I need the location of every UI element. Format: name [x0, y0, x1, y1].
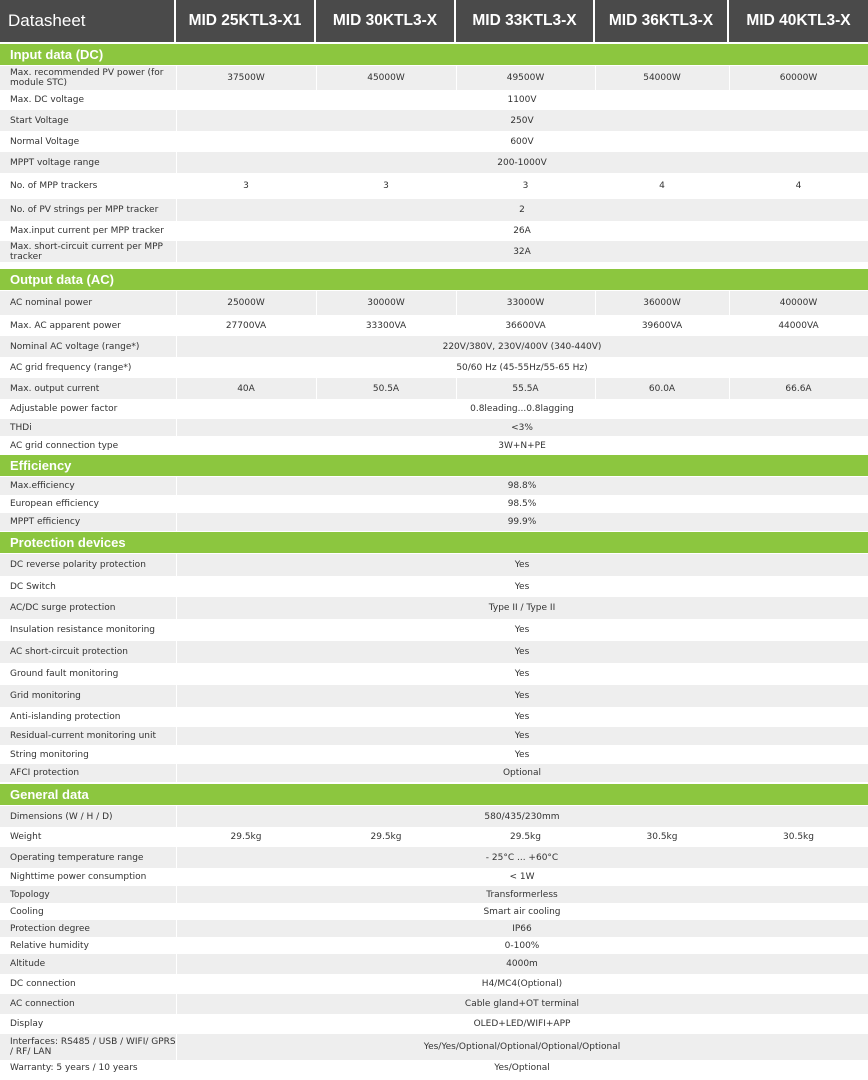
table-row: [0, 727, 868, 745]
column-divider: [176, 745, 177, 764]
column-divider: [456, 291, 457, 315]
row-value: 4: [659, 181, 665, 191]
row-label: Max. AC apparent power: [10, 320, 121, 331]
section-header: Input data (DC): [0, 44, 868, 65]
row-label: Max. output current: [10, 383, 100, 394]
column-divider: [176, 554, 177, 576]
row-label: No. of PV strings per MPP tracker: [10, 205, 159, 215]
row-label: Max. recommended PV power (for module STC): [10, 68, 164, 88]
row-value-spanning: Yes: [514, 625, 530, 635]
table-row: [0, 954, 868, 974]
row-value-spanning: Yes: [514, 669, 530, 679]
table-row: [0, 597, 868, 619]
row-label: Residual-current monitoring unit: [10, 731, 157, 741]
row-label: DC Switch: [10, 581, 56, 592]
row-label: Dimensions (W / H / D): [10, 811, 113, 822]
row-value: 3: [383, 181, 389, 191]
table-row: [0, 847, 868, 868]
column-divider: [176, 827, 177, 847]
column-divider: [176, 974, 177, 994]
row-value-spanning: 98.5%: [507, 499, 537, 509]
column-divider: [176, 199, 177, 221]
row-value-spanning: Type II / Type II: [488, 603, 556, 613]
column-divider: [176, 685, 177, 707]
table-row: [0, 974, 868, 994]
table-row: [0, 419, 868, 436]
table-row: [0, 399, 868, 419]
column-divider: [176, 597, 177, 619]
column-divider: [176, 886, 177, 903]
table-row: [0, 513, 868, 531]
column-divider: [456, 827, 457, 847]
row-value-spanning: 3W+N+PE: [498, 440, 546, 451]
row-label: MPPT voltage range: [10, 157, 100, 168]
table-row: [0, 199, 868, 221]
row-value: 29.5kg: [510, 832, 541, 842]
row-label: AC short-circuit protection: [10, 647, 128, 657]
row-label: Ground fault monitoring: [10, 669, 119, 679]
header-row: [0, 0, 868, 42]
section-header: Protection devices: [0, 532, 868, 553]
column-divider: [729, 66, 730, 90]
table-row: [0, 685, 868, 707]
row-value: 4: [795, 181, 802, 191]
row-value-spanning: 0-100%: [504, 940, 540, 951]
column-divider: [729, 378, 730, 399]
column-divider: [595, 827, 596, 847]
row-label: THDi: [10, 422, 32, 433]
row-value-spanning: Yes: [514, 560, 530, 570]
column-divider: [595, 173, 596, 199]
row-value-spanning: Yes: [514, 749, 530, 760]
column-divider: [176, 1034, 177, 1060]
row-value-spanning: 1100V: [507, 95, 537, 105]
row-value: 40000W: [779, 298, 818, 308]
row-label: No. of MPP trackers: [10, 181, 98, 191]
row-value: 29.5kg: [370, 832, 402, 842]
column-divider: [729, 827, 730, 847]
table-row: [0, 868, 868, 886]
row-label: Nighttime power consumption: [10, 872, 147, 882]
row-value-spanning: Smart air cooling: [483, 906, 561, 917]
table-row: [0, 315, 868, 336]
row-value-spanning: Transformerless: [486, 889, 558, 900]
row-label: Anti-islanding protection: [10, 712, 121, 722]
row-value-spanning: 580/435/230mm: [484, 811, 560, 822]
table-row: [0, 173, 868, 199]
table-row: [0, 110, 868, 131]
row-value-spanning: Yes: [514, 731, 530, 741]
row-value-spanning: Optional: [502, 768, 542, 778]
column-divider: [729, 315, 730, 336]
column-divider: [176, 336, 177, 357]
model-header: MID 30KTL3-X: [316, 0, 456, 42]
table-row: [0, 66, 868, 90]
row-label: Max. DC voltage: [10, 95, 85, 105]
row-value: 33300VA: [365, 320, 407, 331]
table-row: [0, 378, 868, 399]
column-divider: [176, 357, 177, 378]
row-label: Max. short-circuit current per MPP tracker: [10, 241, 163, 262]
row-label: AC connection: [10, 999, 75, 1009]
table-row: [0, 745, 868, 764]
column-divider: [176, 937, 177, 954]
column-divider: [176, 131, 177, 152]
column-divider: [176, 173, 177, 199]
column-divider: [456, 378, 457, 399]
table-row: [0, 920, 868, 937]
row-value-spanning: Yes: [514, 581, 530, 592]
column-divider: [176, 66, 177, 90]
row-label: Altitude: [10, 959, 46, 969]
row-value: 49500W: [506, 73, 545, 83]
datasheet-title: Datasheet: [0, 0, 176, 42]
row-label: Insulation resistance monitoring: [10, 625, 156, 635]
row-value: 45000W: [367, 73, 405, 83]
table-row: [0, 663, 868, 685]
row-label: Display: [10, 1019, 44, 1029]
column-divider: [595, 291, 596, 315]
table-row: [0, 495, 868, 513]
row-value-spanning: Cable gland+OT terminal: [464, 999, 580, 1009]
table-row: [0, 1060, 868, 1076]
row-value: 36000W: [643, 298, 681, 308]
column-divider: [176, 954, 177, 974]
column-divider: [176, 378, 177, 399]
table-row: [0, 886, 868, 903]
row-label: AC/DC surge protection: [10, 603, 116, 613]
row-label: String monitoring: [10, 749, 89, 760]
row-label: DC connection: [10, 979, 76, 989]
column-divider: [176, 221, 177, 241]
column-divider: [176, 903, 177, 920]
row-value: 3: [243, 181, 249, 191]
column-divider: [316, 173, 317, 199]
table-row: [0, 1034, 868, 1060]
column-divider: [316, 827, 317, 847]
table-row: [0, 221, 868, 241]
table-row: [0, 937, 868, 954]
row-value: 27700VA: [225, 320, 267, 331]
table-row: [0, 241, 868, 262]
table-row: [0, 619, 868, 641]
model-header: MID 25KTL3-X1: [176, 0, 316, 42]
column-divider: [176, 707, 177, 727]
row-label: Interfaces: RS485 / USB / WIFI/ GPRS / RF/ LAN: [10, 1037, 176, 1057]
column-divider: [176, 576, 177, 597]
row-label: AFCI protection: [10, 768, 80, 778]
row-value-spanning: OLED+LED/WIFI+APP: [473, 1019, 571, 1029]
model-header: MID 33KTL3-X: [456, 0, 595, 42]
row-label: MPPT efficiency: [10, 517, 81, 527]
column-divider: [729, 291, 730, 315]
column-divider: [176, 868, 177, 886]
row-value: 55.5A: [512, 383, 539, 394]
column-divider: [176, 399, 177, 419]
row-value-spanning: 26A: [513, 226, 531, 236]
row-value-spanning: 250V: [510, 115, 534, 126]
row-label: Max.efficiency: [10, 481, 75, 491]
column-divider: [176, 764, 177, 782]
row-value: 66.6A: [785, 383, 812, 394]
column-divider: [176, 1014, 177, 1034]
row-value-spanning: 2: [519, 205, 525, 215]
table-row: [0, 554, 868, 576]
column-divider: [595, 66, 596, 90]
row-value: 44000VA: [778, 320, 819, 331]
row-value-spanning: 99.9%: [507, 517, 537, 527]
column-divider: [176, 641, 177, 663]
column-divider: [176, 994, 177, 1014]
row-label: AC grid connection type: [10, 440, 119, 451]
table-row: [0, 357, 868, 378]
row-value-spanning: - 25°C ... +60°C: [485, 852, 559, 863]
column-divider: [176, 419, 177, 436]
model-header: MID 40KTL3-X: [729, 0, 868, 42]
row-label: European efficiency: [10, 499, 99, 509]
section-header: Output data (AC): [0, 269, 868, 290]
row-value: 30.5kg: [783, 832, 814, 842]
column-divider: [176, 436, 177, 455]
row-value-spanning: 98.8%: [507, 481, 537, 491]
table-row: [0, 90, 868, 110]
table-row: [0, 336, 868, 357]
table-row: [0, 477, 868, 495]
row-value-spanning: 600V: [510, 136, 534, 147]
row-value: 36600VA: [505, 320, 546, 331]
table-row: [0, 764, 868, 782]
row-label: Relative humidity: [10, 940, 89, 951]
column-divider: [176, 513, 177, 531]
model-header: MID 36KTL3-X: [595, 0, 729, 42]
table-row: [0, 827, 868, 847]
column-divider: [176, 495, 177, 513]
column-divider: [176, 847, 177, 868]
row-value: 25000W: [227, 298, 265, 308]
table-row: [0, 707, 868, 727]
row-value: 50.5A: [372, 383, 400, 394]
row-value-spanning: Yes/Yes/Optional/Optional/Optional/Optional: [423, 1042, 621, 1052]
table-row: [0, 131, 868, 152]
row-value: 39600VA: [641, 320, 683, 331]
table-row: [0, 994, 868, 1014]
row-value: 37500W: [227, 73, 265, 83]
column-divider: [176, 920, 177, 937]
row-value: 60000W: [779, 73, 818, 83]
column-divider: [176, 152, 177, 173]
row-label: Start Voltage: [10, 115, 69, 126]
row-value: 3: [522, 181, 529, 191]
section-header: General data: [0, 784, 868, 805]
column-divider: [729, 173, 730, 199]
row-label: Operating temperature range: [10, 852, 144, 863]
table-row: [0, 152, 868, 173]
row-value-spanning: Yes: [514, 647, 530, 657]
column-divider: [316, 378, 317, 399]
row-value-spanning: 200-1000V: [497, 157, 547, 168]
row-label: Warranty: 5 years / 10 years: [10, 1063, 138, 1073]
row-value: 54000W: [643, 73, 681, 83]
row-value-spanning: Yes: [514, 691, 530, 701]
row-value-spanning: IP66: [512, 923, 532, 934]
column-divider: [316, 66, 317, 90]
column-divider: [176, 727, 177, 745]
column-divider: [176, 1060, 177, 1076]
row-value-spanning: 50/60 Hz (45-55Hz/55-65 Hz): [456, 362, 588, 373]
column-divider: [176, 806, 177, 827]
column-divider: [176, 90, 177, 110]
row-value-spanning: Yes: [514, 712, 530, 722]
column-divider: [176, 110, 177, 131]
row-value-spanning: 32A: [513, 246, 531, 257]
row-value: 30.5kg: [646, 832, 678, 842]
row-value-spanning: 220V/380V, 230V/400V (340-440V): [442, 341, 602, 352]
row-label: Weight: [10, 832, 42, 842]
row-label: DC reverse polarity protection: [10, 560, 146, 570]
column-divider: [316, 315, 317, 336]
row-label: AC nominal power: [10, 298, 93, 308]
row-label: Normal Voltage: [10, 136, 80, 147]
row-label: Max.input current per MPP tracker: [10, 226, 164, 236]
row-value-spanning: Yes/Optional: [494, 1063, 550, 1073]
table-row: [0, 576, 868, 597]
column-divider: [176, 315, 177, 336]
row-value-spanning: H4/MC4(Optional): [481, 979, 563, 989]
column-divider: [595, 315, 596, 336]
row-value-spanning: 4000m: [506, 959, 538, 969]
column-divider: [595, 378, 596, 399]
row-label: Cooling: [10, 906, 44, 917]
row-value: 60.0A: [648, 383, 676, 394]
column-divider: [316, 291, 317, 315]
table-row: [0, 903, 868, 920]
row-label: Nominal AC voltage (range*): [10, 341, 140, 352]
row-label: Protection degree: [10, 923, 90, 934]
row-label: Adjustable power factor: [10, 404, 118, 414]
column-divider: [456, 173, 457, 199]
table-row: [0, 436, 868, 455]
row-label: Grid monitoring: [10, 691, 81, 701]
section-header: Efficiency: [0, 455, 868, 476]
row-value-spanning: < 1W: [509, 872, 535, 882]
column-divider: [176, 291, 177, 315]
row-value: 30000W: [367, 298, 405, 308]
row-value-spanning: <3%: [511, 422, 533, 433]
row-label: Topology: [10, 889, 50, 900]
column-divider: [176, 241, 177, 262]
table-row: [0, 1014, 868, 1034]
table-row: [0, 806, 868, 827]
table-row: [0, 291, 868, 315]
column-divider: [176, 619, 177, 641]
row-value: 33000W: [506, 298, 545, 308]
row-value: 40A: [237, 383, 255, 394]
column-divider: [456, 315, 457, 336]
column-divider: [176, 477, 177, 495]
row-label: AC grid frequency (range*): [10, 362, 132, 373]
row-value-spanning: 0.8leading...0.8lagging: [470, 404, 574, 414]
column-divider: [456, 66, 457, 90]
table-row: [0, 641, 868, 663]
column-divider: [176, 663, 177, 685]
row-value: 29.5kg: [230, 832, 262, 842]
